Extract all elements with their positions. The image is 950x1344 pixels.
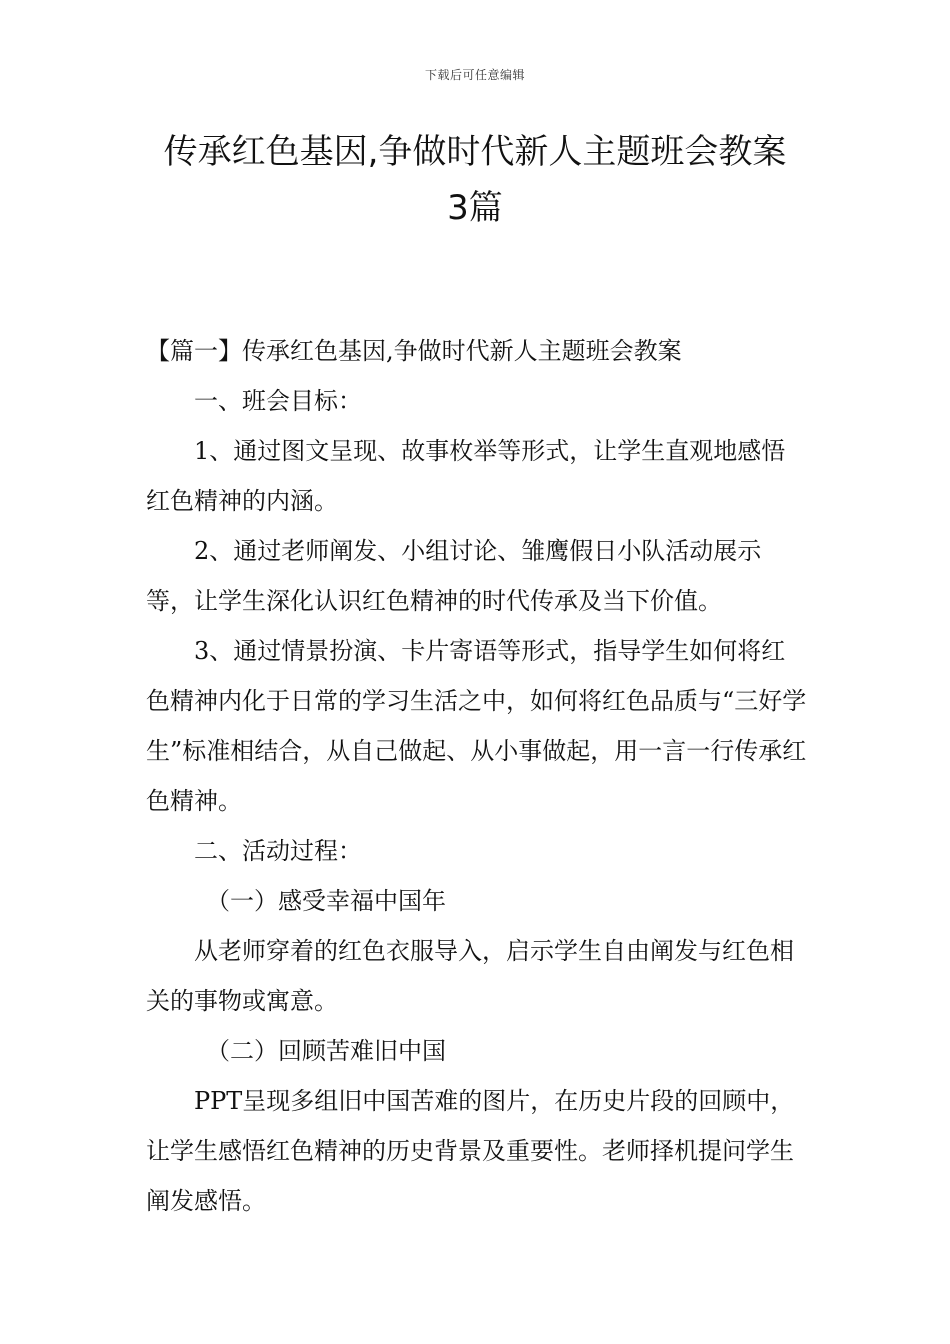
document-title-line-2: 3篇 [447,188,503,228]
document-body [146,326,808,1226]
goal-paragraph-3: 3、通过情景扮演、卡片寄语等形式，指导学生如何将红色精神内化于日常的学习生活之中，如何将红色品质与“三好学生”标准相结合，从自己做起、从小事做起，用一言一行传承红色精神。 [146,637,807,815]
process-heading: 二、活动过程： [194,837,362,865]
header-note: 下载后可任意编辑 [424,68,525,82]
section-heading: 【篇一】传承红色基因,争做时代新人主题班会教案 [146,337,682,365]
step-2-paragraph: PPT呈现多组旧中国苦难的图片，在历史片段的回顾中，让学生感悟红色精神的历史背景及重要性。老师择机提问学生阐发感悟。 [146,1087,795,1215]
goals-heading: 一、班会目标： [194,387,362,415]
document-title-line-1: 传承红色基因,争做时代新人主题班会教案 [163,132,787,172]
goal-paragraph-1: 1、通过图文呈现、故事枚举等形式，让学生直观地感悟红色精神的内涵。 [146,437,786,515]
document-title [120,124,830,236]
step-2-heading: （二）回顾苦难旧中国 [206,1037,446,1065]
step-1-heading: （一）感受幸福中国年 [206,887,446,915]
step-1-paragraph: 从老师穿着的红色衣服导入，启示学生自由阐发与红色相关的事物或寓意。 [146,937,794,1015]
goal-paragraph-2: 2、通过老师阐发、小组讨论、雏鹰假日小队活动展示等，让学生深化认识红色精神的时代传承及当下价值。 [146,537,762,615]
